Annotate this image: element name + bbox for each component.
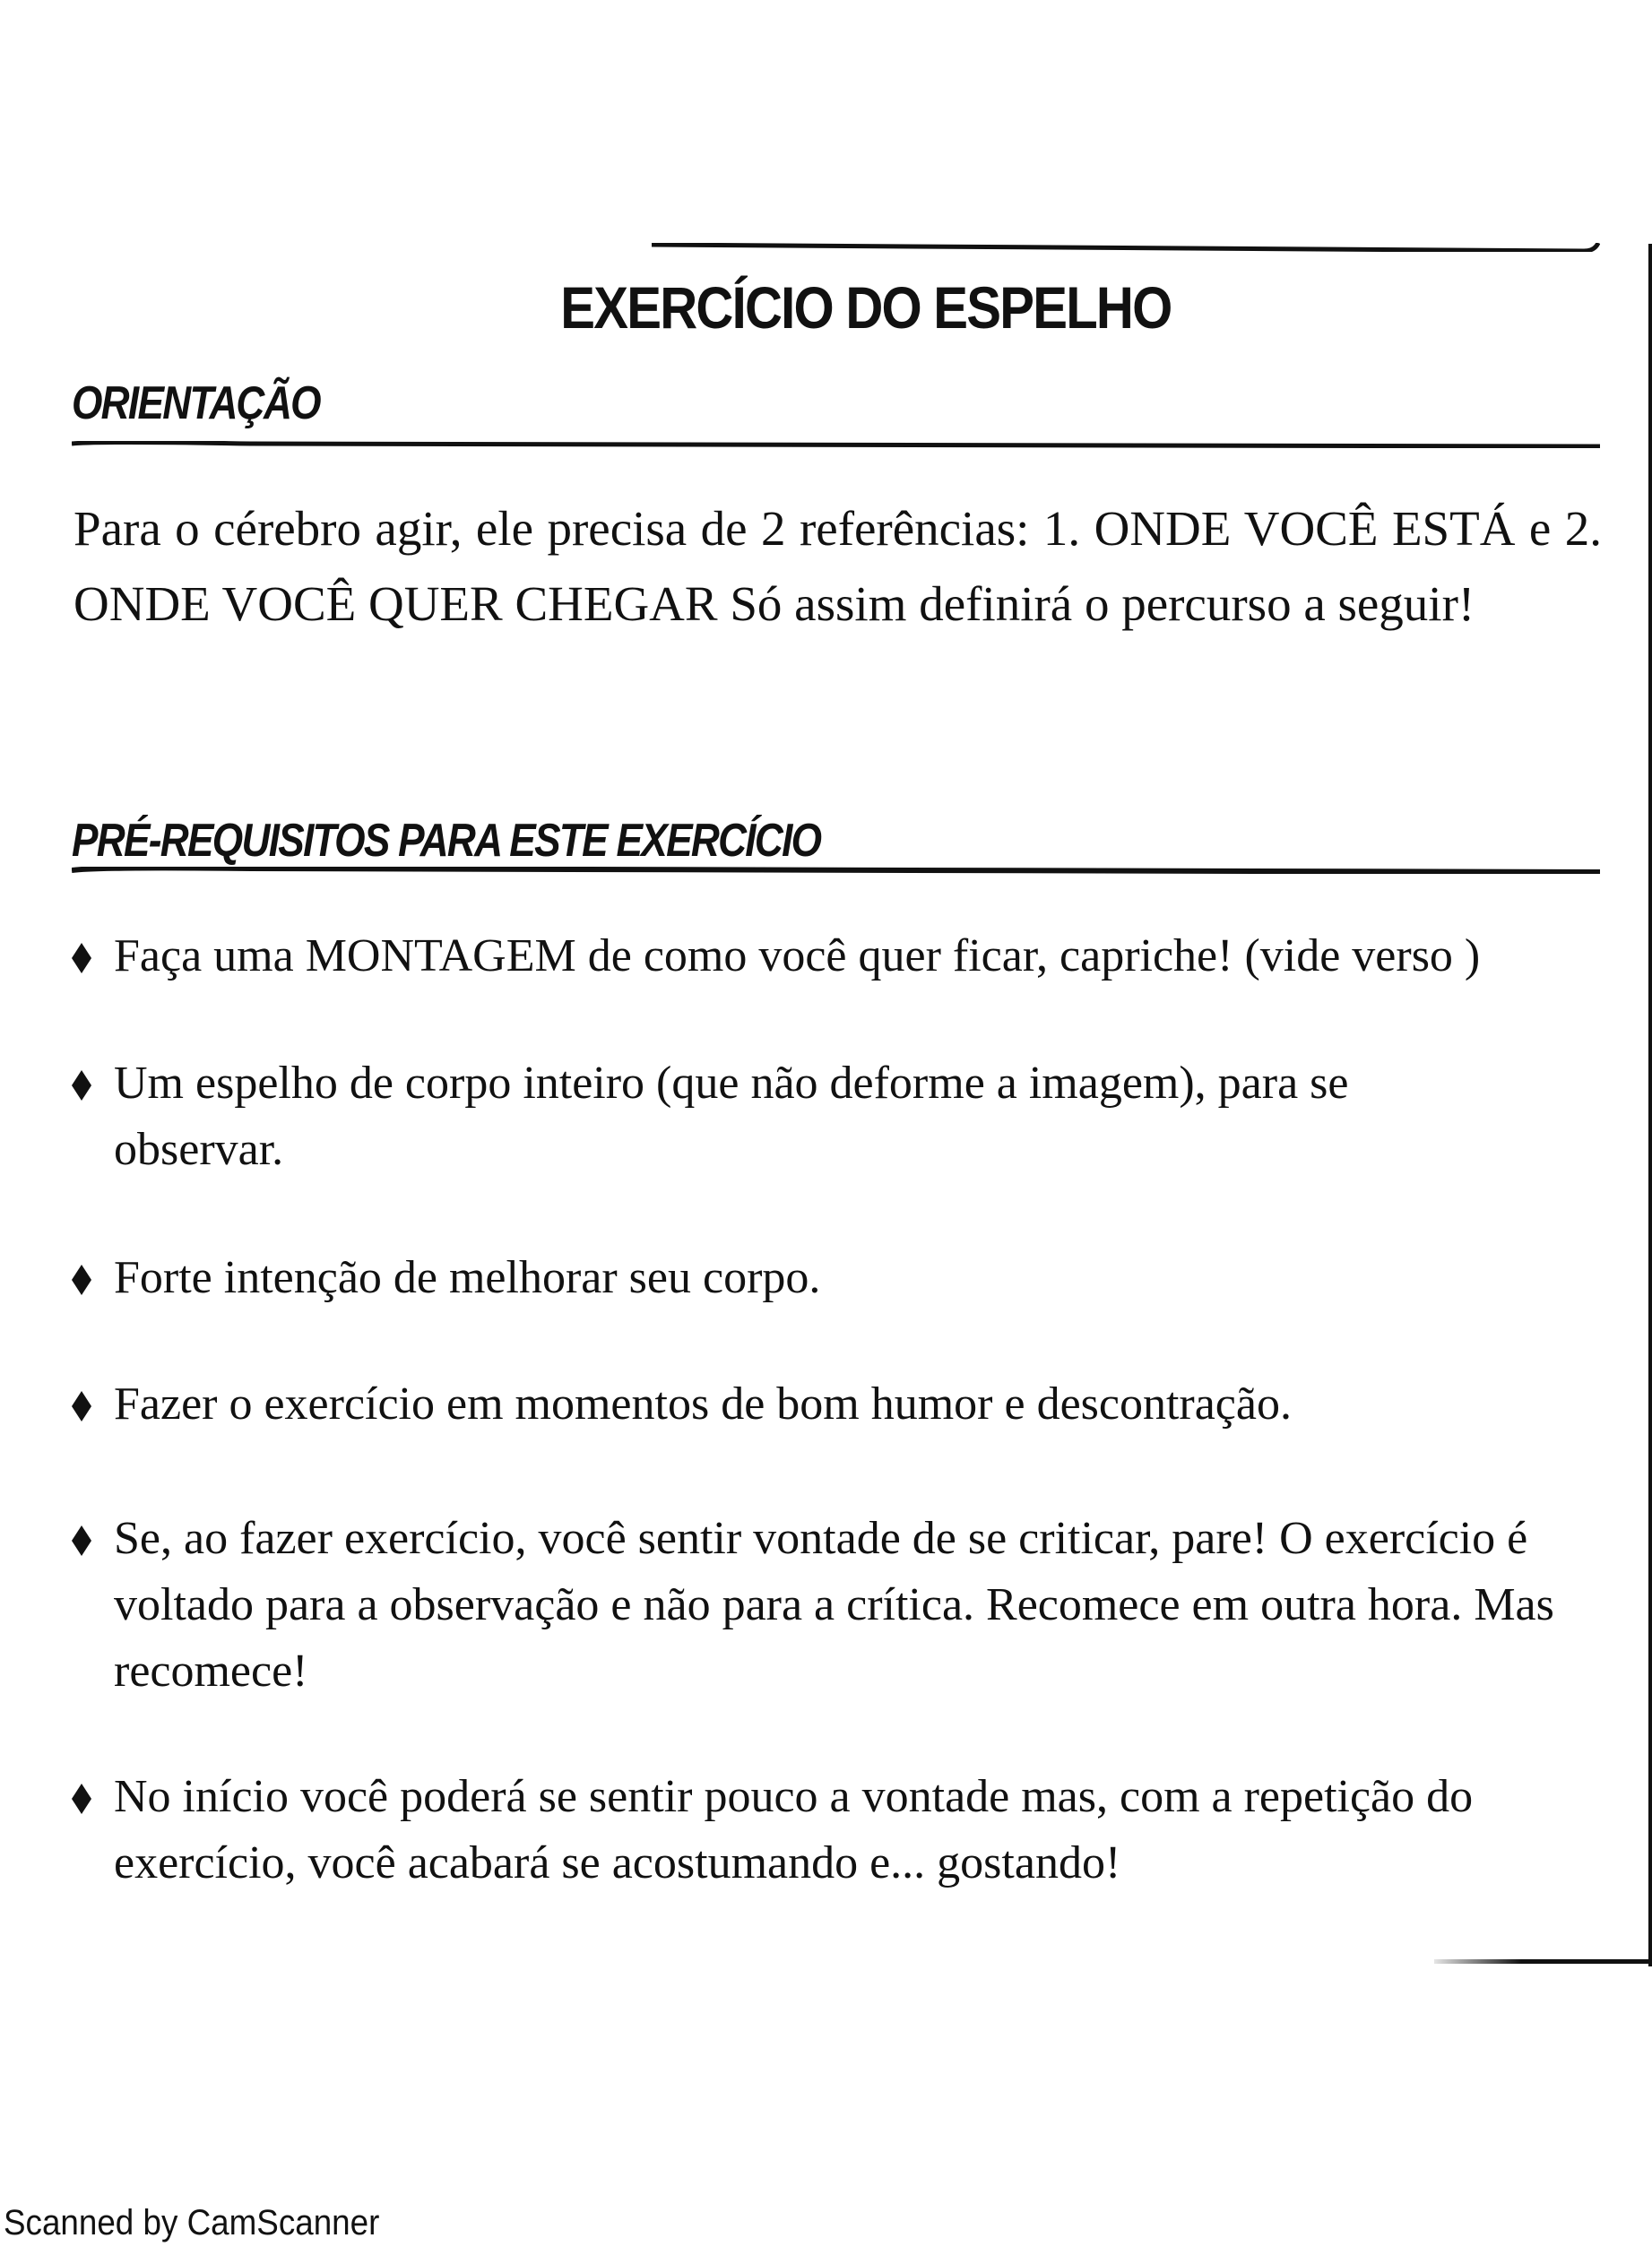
list-item-text: Forte intenção de melhorar seu corpo.	[114, 1252, 821, 1303]
list-item-text: Fazer o exercício em momentos de bom humor e descontração.	[114, 1378, 1292, 1430]
diamond-bullet-icon	[72, 1525, 91, 1556]
right-border-line	[1648, 244, 1652, 1966]
list-item	[72, 1245, 1604, 1311]
diamond-bullet-icon	[72, 1265, 91, 1295]
list-item	[72, 1371, 1604, 1438]
list-item-text: Faça uma MONTAGEM de como você quer ficar, capriche! (vide verso )	[114, 930, 1481, 981]
list-item	[72, 1050, 1604, 1183]
diamond-bullet-icon	[72, 943, 91, 973]
bottom-decorative-rule	[1434, 1959, 1652, 1964]
list-item	[72, 1506, 1604, 1705]
list-item	[72, 923, 1604, 989]
list-item-text: Se, ao fazer exercício, você sentir vontade de se criticar, pare! O exercício é voltado para a observação e não para a crítica. Recomece em outra hora. Mas recomece!	[114, 1513, 1554, 1697]
heading-underline	[72, 867, 1600, 874]
list-item-text: Um espelho de corpo inteiro (que não deforme a imagem), para se observar.	[114, 1058, 1349, 1175]
page-title: EXERCÍCIO DO ESPELHO	[560, 274, 1172, 341]
top-decorative-rule	[652, 243, 1600, 252]
section-heading-orientacao: ORIENTAÇÃO	[72, 377, 320, 429]
diamond-bullet-icon	[72, 1070, 91, 1101]
list-item	[72, 1764, 1604, 1897]
diamond-bullet-icon	[72, 1391, 91, 1421]
heading-underline	[72, 441, 1600, 448]
orientation-paragraph: Para o cérebro agir, ele precisa de 2 referências: 1. ONDE VOCÊ ESTÁ e 2. ONDE VOCÊ QUER CHEGAR Só assim definirá o percurso a seguir!	[74, 501, 1602, 631]
list-item-text: No início você poderá se sentir pouco a vontade mas, com a repetição do exercício, você acabará se acostumando e... gostando!	[114, 1771, 1474, 1888]
diamond-bullet-icon	[72, 1784, 91, 1814]
scanner-watermark: Scanned by CamScanner	[4, 2203, 380, 2242]
section-heading-prerequisitos: PRÉ-REQUISITOS PARA ESTE EXERCÍCIO	[72, 815, 821, 867]
